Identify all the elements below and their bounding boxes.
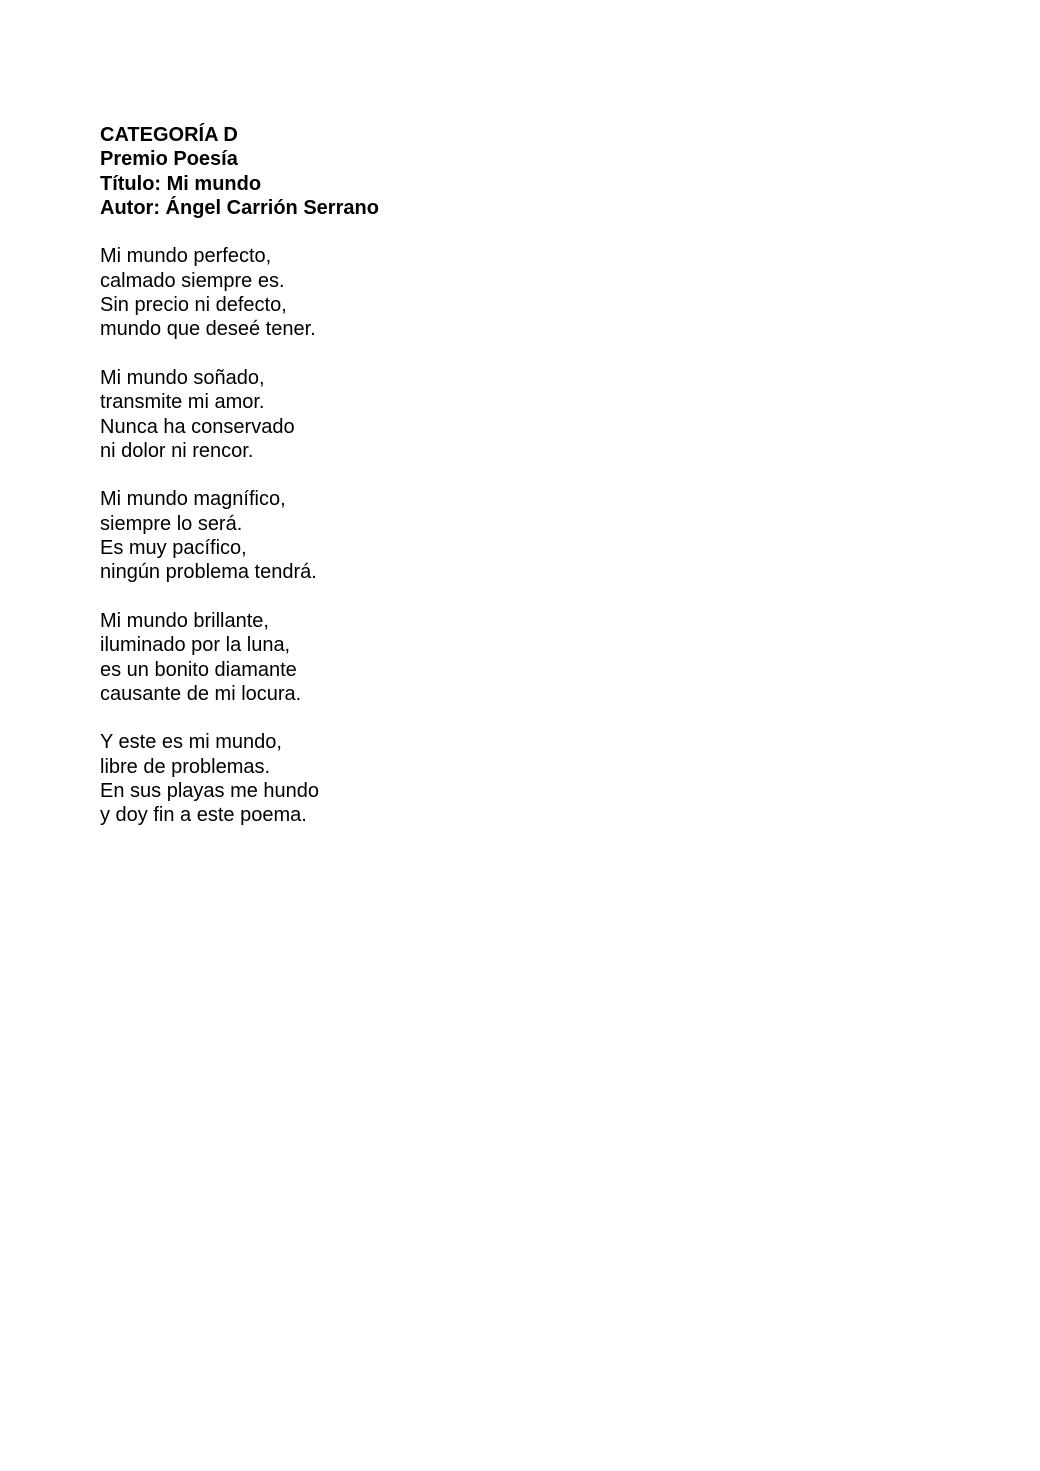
category-heading: CATEGORÍA D: [100, 124, 238, 146]
document-header: [100, 123, 800, 220]
verse-line: es un bonito diamante: [100, 658, 297, 681]
document-content: [100, 123, 800, 828]
verse-line: iluminado por la luna,: [100, 634, 291, 657]
poem-title: Título: Mi mundo: [100, 172, 262, 195]
verse-line: y doy fin a este poema.: [100, 804, 307, 827]
verse-line: Es muy pacífico,: [100, 537, 247, 560]
verse-line: siempre lo será.: [100, 512, 243, 535]
stanza: [100, 244, 800, 341]
verse-line: mundo que deseé tener.: [100, 318, 316, 341]
verse-line: Sin precio ni defecto,: [100, 294, 287, 317]
verse-line: Mi mundo soñado,: [100, 366, 265, 389]
stanza: [100, 487, 800, 584]
verse-line: ni dolor ni rencor.: [100, 439, 254, 462]
verse-line: transmite mi amor.: [100, 391, 265, 414]
prize-heading: Premio Poesía: [100, 148, 238, 171]
verse-line: En sus playas me hundo: [100, 780, 320, 803]
verse-line: calmado siempre es.: [100, 269, 285, 292]
stanza: [100, 730, 800, 827]
stanza: [100, 609, 800, 706]
verse-line: ningún problema tendrá.: [100, 561, 317, 584]
verse-line: Mi mundo brillante,: [100, 609, 269, 632]
verse-line: causante de mi locura.: [100, 682, 302, 705]
poem-author: Autor: Ángel Carrión Serrano: [100, 196, 379, 219]
verse-line: libre de problemas.: [100, 755, 271, 778]
stanza: [100, 366, 800, 463]
verse-line: Mi mundo magnífico,: [100, 488, 286, 511]
verse-line: Y este es mi mundo,: [100, 731, 282, 754]
verse-line: Nunca ha conservado: [100, 415, 295, 438]
poem-body: [100, 244, 800, 827]
verse-line: Mi mundo perfecto,: [100, 245, 272, 268]
